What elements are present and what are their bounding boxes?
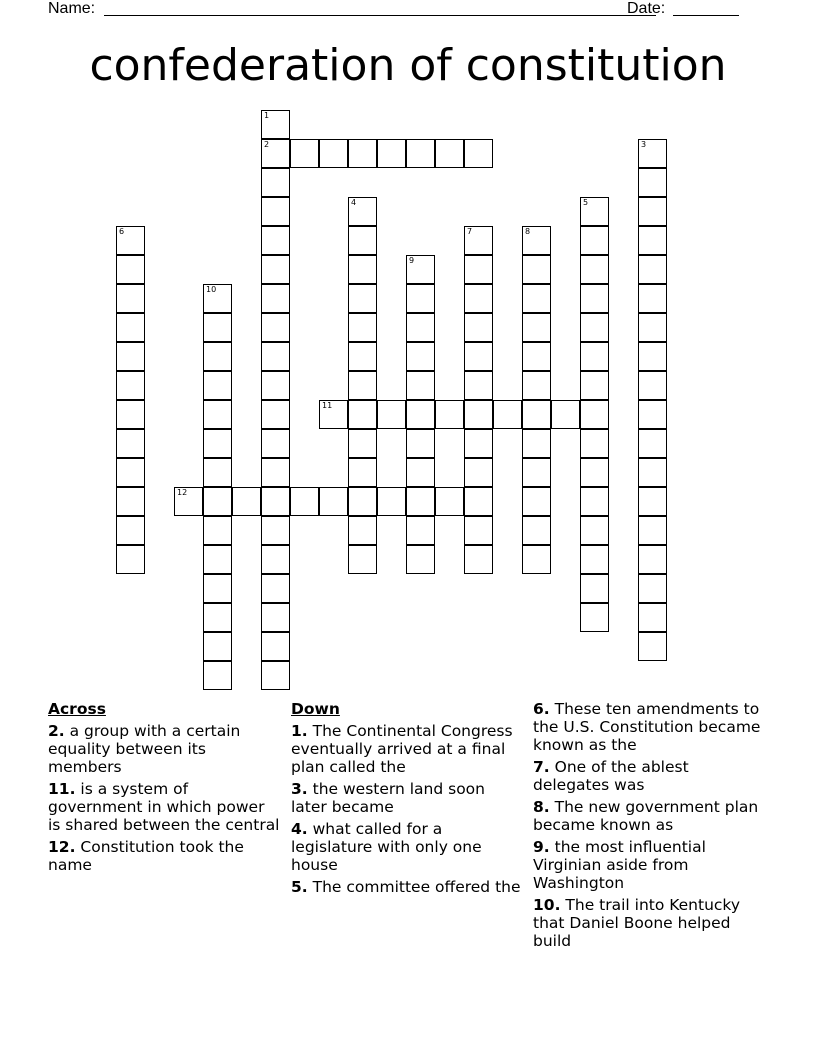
clue-num: 3. (291, 780, 308, 798)
crossword-cell[interactable] (348, 458, 377, 487)
crossword-cell[interactable] (203, 284, 232, 313)
crossword-cell[interactable] (580, 516, 609, 545)
crossword-cell[interactable] (232, 487, 261, 516)
crossword-cell[interactable] (348, 487, 377, 516)
crossword-cell[interactable] (348, 371, 377, 400)
crossword-cell[interactable] (348, 400, 377, 429)
crossword-cell[interactable] (464, 342, 493, 371)
crossword-cell[interactable] (580, 255, 609, 284)
crossword-cell[interactable] (348, 255, 377, 284)
clue-num: 8. (533, 798, 550, 816)
crossword-cell[interactable] (261, 661, 290, 690)
crossword-cell[interactable] (638, 487, 667, 516)
clue-num: 10. (533, 896, 561, 914)
clue-number: 2 (264, 140, 270, 149)
crossword-cell[interactable] (638, 458, 667, 487)
crossword-cell[interactable] (522, 400, 551, 429)
crossword-cell[interactable] (638, 139, 667, 168)
clue-num: 7. (533, 758, 550, 776)
clue-number: 4 (351, 198, 357, 207)
clue-text: the western land soon later became (291, 780, 485, 816)
crossword-cell[interactable] (580, 545, 609, 574)
crossword-cell[interactable] (406, 371, 435, 400)
crossword-cell[interactable] (522, 284, 551, 313)
crossword-cell[interactable] (319, 487, 348, 516)
clue-num: 4. (291, 820, 308, 838)
clue (533, 758, 765, 794)
clue (48, 780, 280, 834)
down-clues (291, 700, 523, 900)
crossword-cell[interactable] (261, 110, 290, 139)
crossword-cell[interactable] (203, 400, 232, 429)
clue-text: is a system of government in which power is shared between the central (48, 780, 280, 834)
crossword-cell[interactable] (116, 458, 145, 487)
clue-num: 5. (291, 878, 308, 896)
crossword-cell[interactable] (377, 487, 406, 516)
crossword-cell[interactable] (406, 429, 435, 458)
crossword-cell[interactable] (638, 197, 667, 226)
crossword-cell[interactable] (464, 284, 493, 313)
clue-number: 11 (322, 401, 333, 410)
clue (533, 896, 765, 950)
crossword-cell[interactable] (203, 313, 232, 342)
crossword-cell[interactable] (522, 545, 551, 574)
crossword-cell[interactable] (203, 342, 232, 371)
crossword-cell[interactable] (464, 400, 493, 429)
across-list (48, 722, 280, 874)
crossword-cell[interactable] (464, 255, 493, 284)
crossword-cell[interactable] (261, 371, 290, 400)
crossword-cell[interactable] (580, 603, 609, 632)
clue-number: 1 (264, 111, 270, 120)
clue (533, 838, 765, 892)
crossword-cell[interactable] (551, 400, 580, 429)
crossword-cell[interactable] (580, 458, 609, 487)
crossword-cell[interactable] (522, 255, 551, 284)
crossword-cell[interactable] (203, 458, 232, 487)
clue-text: what called for a legislature with only one house (291, 820, 482, 874)
crossword-cell[interactable] (377, 139, 406, 168)
crossword-cell[interactable] (435, 487, 464, 516)
crossword-cell[interactable] (116, 400, 145, 429)
crossword-cell[interactable] (406, 139, 435, 168)
crossword-cell[interactable] (464, 226, 493, 255)
crossword-cell[interactable] (377, 400, 406, 429)
across-clues (48, 700, 280, 878)
crossword-cell[interactable] (261, 197, 290, 226)
crossword-cell[interactable] (203, 603, 232, 632)
crossword-cell[interactable] (348, 516, 377, 545)
crossword-cell[interactable] (580, 226, 609, 255)
crossword-cell[interactable] (261, 458, 290, 487)
crossword-cell[interactable] (116, 313, 145, 342)
crossword-cell[interactable] (406, 255, 435, 284)
crossword-cell[interactable] (290, 139, 319, 168)
clue-num: 1. (291, 722, 308, 740)
crossword-cell[interactable] (290, 487, 319, 516)
crossword-cell[interactable] (522, 342, 551, 371)
crossword-cell[interactable] (638, 284, 667, 313)
crossword-cell[interactable] (406, 313, 435, 342)
crossword-cell[interactable] (580, 284, 609, 313)
crossword-cell[interactable] (116, 545, 145, 574)
crossword-cell[interactable] (406, 487, 435, 516)
crossword-cell[interactable] (261, 168, 290, 197)
clue-number: 12 (177, 488, 188, 497)
crossword-cell[interactable] (406, 545, 435, 574)
crossword-cell[interactable] (638, 342, 667, 371)
crossword-cell[interactable] (406, 400, 435, 429)
crossword-cell[interactable] (638, 255, 667, 284)
crossword-cell[interactable] (638, 400, 667, 429)
crossword-cell[interactable] (493, 400, 522, 429)
crossword-cell[interactable] (522, 226, 551, 255)
crossword-cell[interactable] (261, 255, 290, 284)
down-clues-continued (533, 700, 765, 954)
crossword-cell[interactable] (406, 284, 435, 313)
clue-number: 10 (206, 285, 217, 294)
crossword-cell[interactable] (261, 313, 290, 342)
clue-number: 5 (583, 198, 589, 207)
crossword-cell[interactable] (116, 516, 145, 545)
crossword-cell[interactable] (203, 487, 232, 516)
clue (48, 722, 280, 776)
clue-num: 2. (48, 722, 65, 740)
crossword-cell[interactable] (464, 516, 493, 545)
crossword-cell[interactable] (319, 400, 348, 429)
clue-num: 9. (533, 838, 550, 856)
crossword-cell[interactable] (522, 516, 551, 545)
crossword-cell[interactable] (116, 342, 145, 371)
crossword-cell[interactable] (638, 574, 667, 603)
crossword-cell[interactable] (580, 429, 609, 458)
crossword-cell[interactable] (261, 516, 290, 545)
crossword-cell[interactable] (522, 429, 551, 458)
crossword-cell[interactable] (406, 516, 435, 545)
down-heading: Down (291, 700, 340, 718)
crossword-cell[interactable] (522, 487, 551, 516)
crossword-cell[interactable] (638, 545, 667, 574)
crossword-cell[interactable] (116, 487, 145, 516)
clue-text: a group with a certain equality between its members (48, 722, 241, 776)
clue-text: Constitution took the name (48, 838, 244, 874)
crossword-cell[interactable] (261, 632, 290, 661)
crossword-cell[interactable] (638, 429, 667, 458)
down-list (291, 722, 523, 896)
clue-num: 6. (533, 700, 550, 718)
clue-text: One of the ablest delegates was (533, 758, 689, 794)
crossword-cell[interactable] (580, 342, 609, 371)
clue-number: 7 (467, 227, 473, 236)
crossword-cell[interactable] (406, 342, 435, 371)
clue-number: 6 (119, 227, 125, 236)
crossword-cell[interactable] (348, 226, 377, 255)
clue-text: The Continental Congress eventually arrived at a final plan called the (291, 722, 513, 776)
crossword-cell[interactable] (261, 342, 290, 371)
crossword-cell[interactable] (203, 632, 232, 661)
name-label: Name: (48, 0, 96, 17)
crossword-cell[interactable] (580, 371, 609, 400)
crossword-cell[interactable] (580, 313, 609, 342)
crossword-cell[interactable] (261, 226, 290, 255)
crossword-cell[interactable] (464, 545, 493, 574)
page-title: confederation of constitution (89, 40, 727, 91)
crossword-cell[interactable] (580, 400, 609, 429)
crossword-cell[interactable] (580, 487, 609, 516)
clue-text: The committee offered the (307, 878, 521, 896)
crossword-cell[interactable] (638, 603, 667, 632)
clue-num: 11. (48, 780, 76, 798)
crossword-cell[interactable] (261, 487, 290, 516)
clue-number: 8 (525, 227, 531, 236)
crossword-cell[interactable] (203, 516, 232, 545)
crossword-cell[interactable] (348, 197, 377, 226)
clue (533, 798, 765, 834)
crossword-cell[interactable] (464, 139, 493, 168)
clue-number: 3 (641, 140, 647, 149)
crossword-cell[interactable] (348, 545, 377, 574)
crossword-cell[interactable] (348, 342, 377, 371)
crossword-cell[interactable] (203, 429, 232, 458)
crossword-cell[interactable] (464, 487, 493, 516)
clue (291, 722, 523, 776)
crossword-cell[interactable] (261, 603, 290, 632)
crossword-cell[interactable] (261, 574, 290, 603)
crossword-cell[interactable] (348, 139, 377, 168)
crossword-cell[interactable] (203, 574, 232, 603)
across-heading: Across (48, 700, 106, 718)
crossword-cell[interactable] (261, 429, 290, 458)
crossword-cell[interactable] (464, 429, 493, 458)
crossword-cell[interactable] (261, 545, 290, 574)
crossword-cell[interactable] (319, 139, 348, 168)
clue-number: 9 (409, 256, 415, 265)
crossword-cell[interactable] (116, 284, 145, 313)
crossword-cell[interactable] (261, 139, 290, 168)
clue (291, 780, 523, 816)
clue-text: the most influential Virginian aside from Washington (533, 838, 706, 892)
crossword-cell[interactable] (203, 371, 232, 400)
crossword-cell[interactable] (348, 313, 377, 342)
crossword-cell[interactable] (261, 284, 290, 313)
down-list-continued (533, 700, 765, 950)
crossword-cell[interactable] (203, 661, 232, 690)
crossword-cell[interactable] (348, 429, 377, 458)
crossword-cell[interactable] (638, 313, 667, 342)
clue-text: The new government plan became known as (533, 798, 759, 834)
clue-text: These ten amendments to the U.S. Constitution became known as the (533, 700, 761, 754)
crossword-cell[interactable] (435, 139, 464, 168)
crossword-cell[interactable] (638, 371, 667, 400)
clue-text: The trail into Kentucky that Daniel Boone helped build (533, 896, 741, 950)
crossword-cell[interactable] (580, 574, 609, 603)
crossword-cell[interactable] (464, 371, 493, 400)
crossword-cell[interactable] (116, 226, 145, 255)
crossword-cell[interactable] (464, 458, 493, 487)
crossword-cell[interactable] (406, 458, 435, 487)
crossword-cell[interactable] (116, 429, 145, 458)
crossword-cell[interactable] (203, 545, 232, 574)
crossword-cell[interactable] (116, 255, 145, 284)
crossword-cell[interactable] (522, 371, 551, 400)
clue (533, 700, 765, 754)
clue (48, 838, 280, 874)
crossword-cell[interactable] (638, 632, 667, 661)
crossword-cell[interactable] (580, 197, 609, 226)
crossword-cell[interactable] (522, 458, 551, 487)
crossword-cell[interactable] (348, 284, 377, 313)
crossword-cell[interactable] (261, 400, 290, 429)
crossword-cell[interactable] (638, 226, 667, 255)
crossword-cell[interactable] (464, 313, 493, 342)
clue (291, 820, 523, 874)
crossword-cell[interactable] (116, 371, 145, 400)
date-label: Date: (627, 0, 666, 17)
crossword-cell[interactable] (174, 487, 203, 516)
clue-num: 12. (48, 838, 76, 856)
clue (291, 878, 523, 896)
crossword-cell[interactable] (638, 168, 667, 197)
crossword-cell[interactable] (435, 400, 464, 429)
crossword-cell[interactable] (522, 313, 551, 342)
crossword-cell[interactable] (638, 516, 667, 545)
